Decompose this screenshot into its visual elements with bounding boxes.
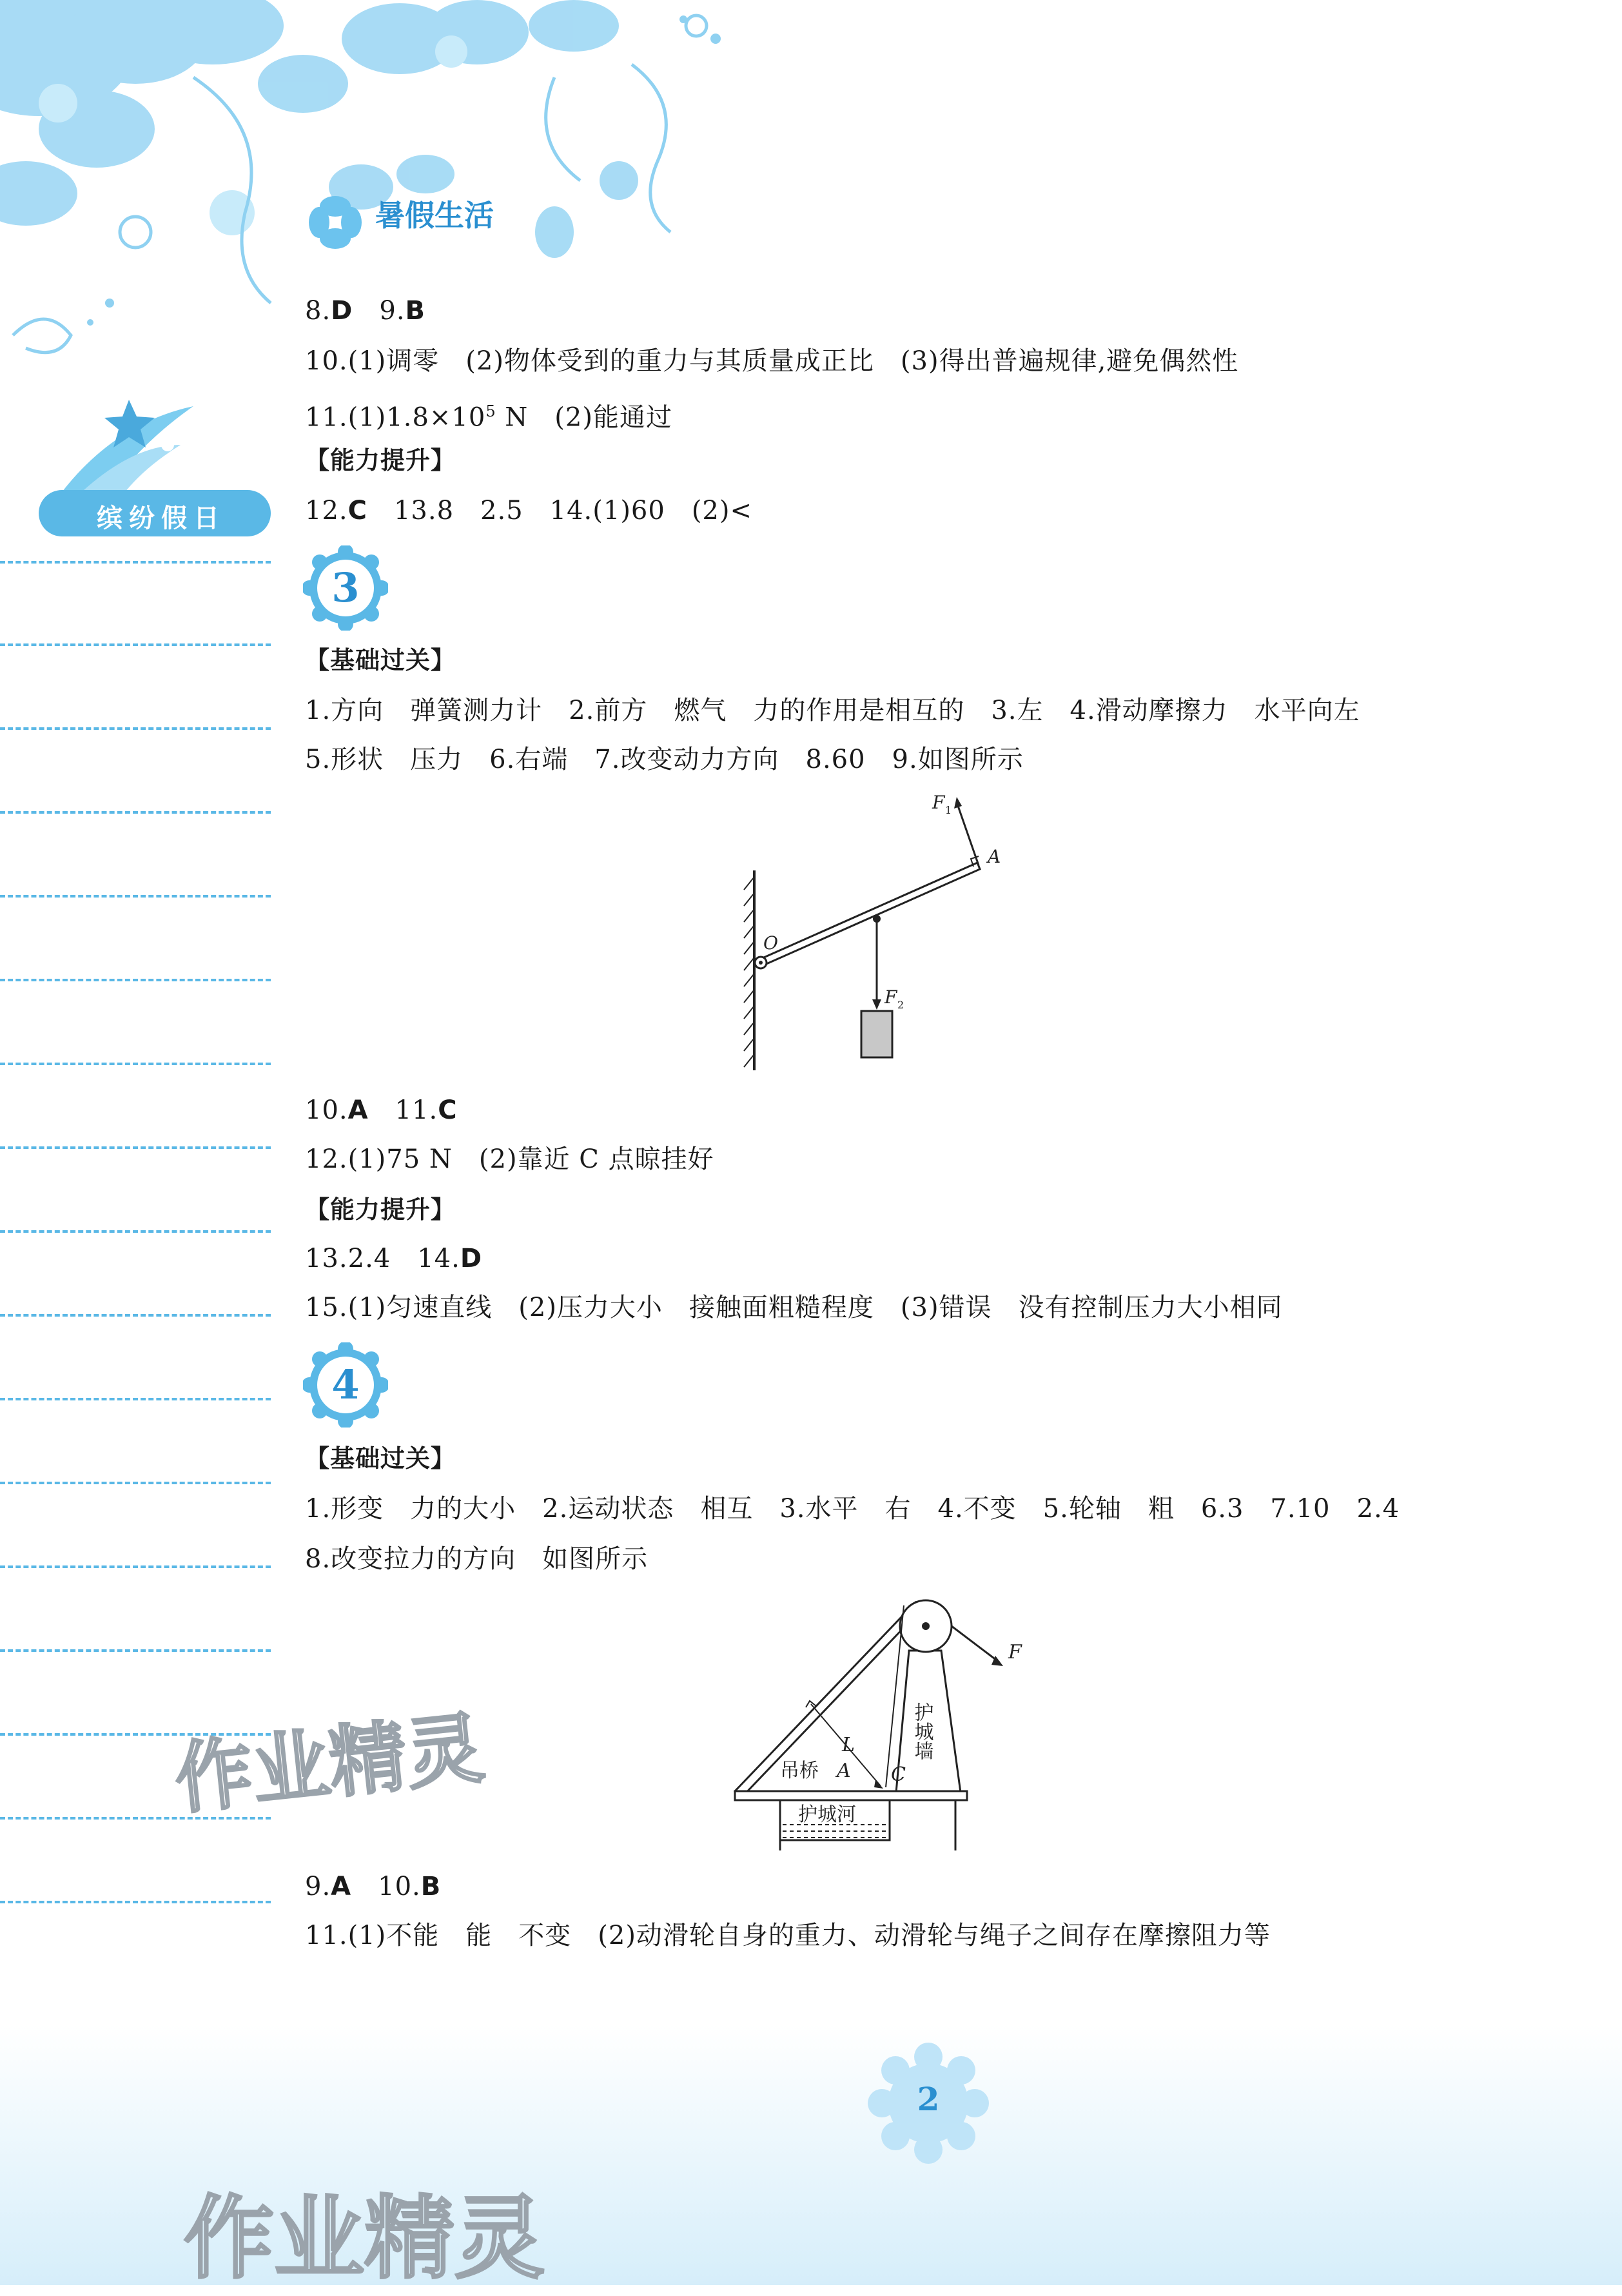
side-banner-label: 缤纷假日 [97, 504, 226, 533]
f2-subscript: 2 [897, 999, 904, 1011]
answer-line: 1.方向 弹簧测力计 2.前方 燃气 力的作用是相互的 3.左 4.滑动摩擦力 水平向左 [305, 696, 1360, 725]
section-badge-3: 3 [303, 545, 388, 631]
answer-line: 12.C 13.8 2.5 14.(1)60 (2)< [305, 496, 753, 525]
section-badge-4: 4 [303, 1342, 388, 1428]
answer-line: 8.D 9.B [305, 296, 426, 326]
watermark-mid: 作业精灵 [171, 1703, 489, 1825]
f1-label: F [932, 792, 945, 813]
page-number: 2 [917, 2080, 940, 2118]
drawbridge-figure [728, 1586, 1051, 1857]
watermark-bottom: 作业精灵 [184, 2186, 545, 2291]
point-a-label: A [837, 1760, 851, 1782]
answer-line: $11.(1)1.8\times 10^5$ N (2)能通过 [305, 402, 672, 433]
point-o-label: O [763, 932, 778, 954]
answer-line: 8.改变拉力的方向 如图所示 [305, 1544, 649, 1574]
answer-line: 12.(1)75 N (2)靠近 C 点晾挂好 [305, 1144, 714, 1174]
header-title: 暑假生活 [375, 198, 494, 233]
lever-figure [735, 787, 1044, 1077]
answer-line: 1.形变 力的大小 2.运动状态 相互 3.水平 右 4.不变 5.轮轴 粗 6.3 7.10 2.4 [305, 1494, 1400, 1524]
section-heading: 【基础过关】 [305, 646, 456, 674]
force-f-label: F [1008, 1641, 1022, 1663]
answer-line: 5.形状 压力 6.右端 7.改变动力方向 8.60 9.如图所示 [305, 745, 1024, 774]
wall-label: 护城墙 [910, 1702, 933, 1760]
section-heading: 【能力提升】 [305, 446, 456, 475]
answer-line: 10.A 11.C [305, 1095, 458, 1125]
answer-line: 11.(1)不能 能 不变 (2)动滑轮自身的重力、动滑轮与绳子之间存在摩擦阻力等 [305, 1921, 1271, 1950]
f1-subscript: 1 [945, 804, 952, 816]
answer-line: 15.(1)匀速直线 (2)压力大小 接触面粗糙程度 (3)错误 没有控制压力大小相同 [305, 1293, 1283, 1322]
section-heading: 【基础过关】 [305, 1444, 456, 1473]
section-heading: 【能力提升】 [305, 1195, 456, 1224]
arm-l-label: L [842, 1734, 855, 1756]
f2-label: F [884, 986, 897, 1008]
point-a-label: A [988, 846, 1001, 867]
bridge-label: 吊桥 [780, 1760, 819, 1782]
point-c-label: C [891, 1763, 906, 1786]
answer-line: 10.(1)调零 (2)物体受到的重力与其质量成正比 (3)得出普遍规律,避免偶然性 [305, 346, 1239, 376]
answer-line: 13.2.4 14.D [305, 1244, 483, 1273]
answer-line: 9.A 10.B [305, 1872, 442, 1901]
moat-label: 护城河 [798, 1803, 856, 1826]
